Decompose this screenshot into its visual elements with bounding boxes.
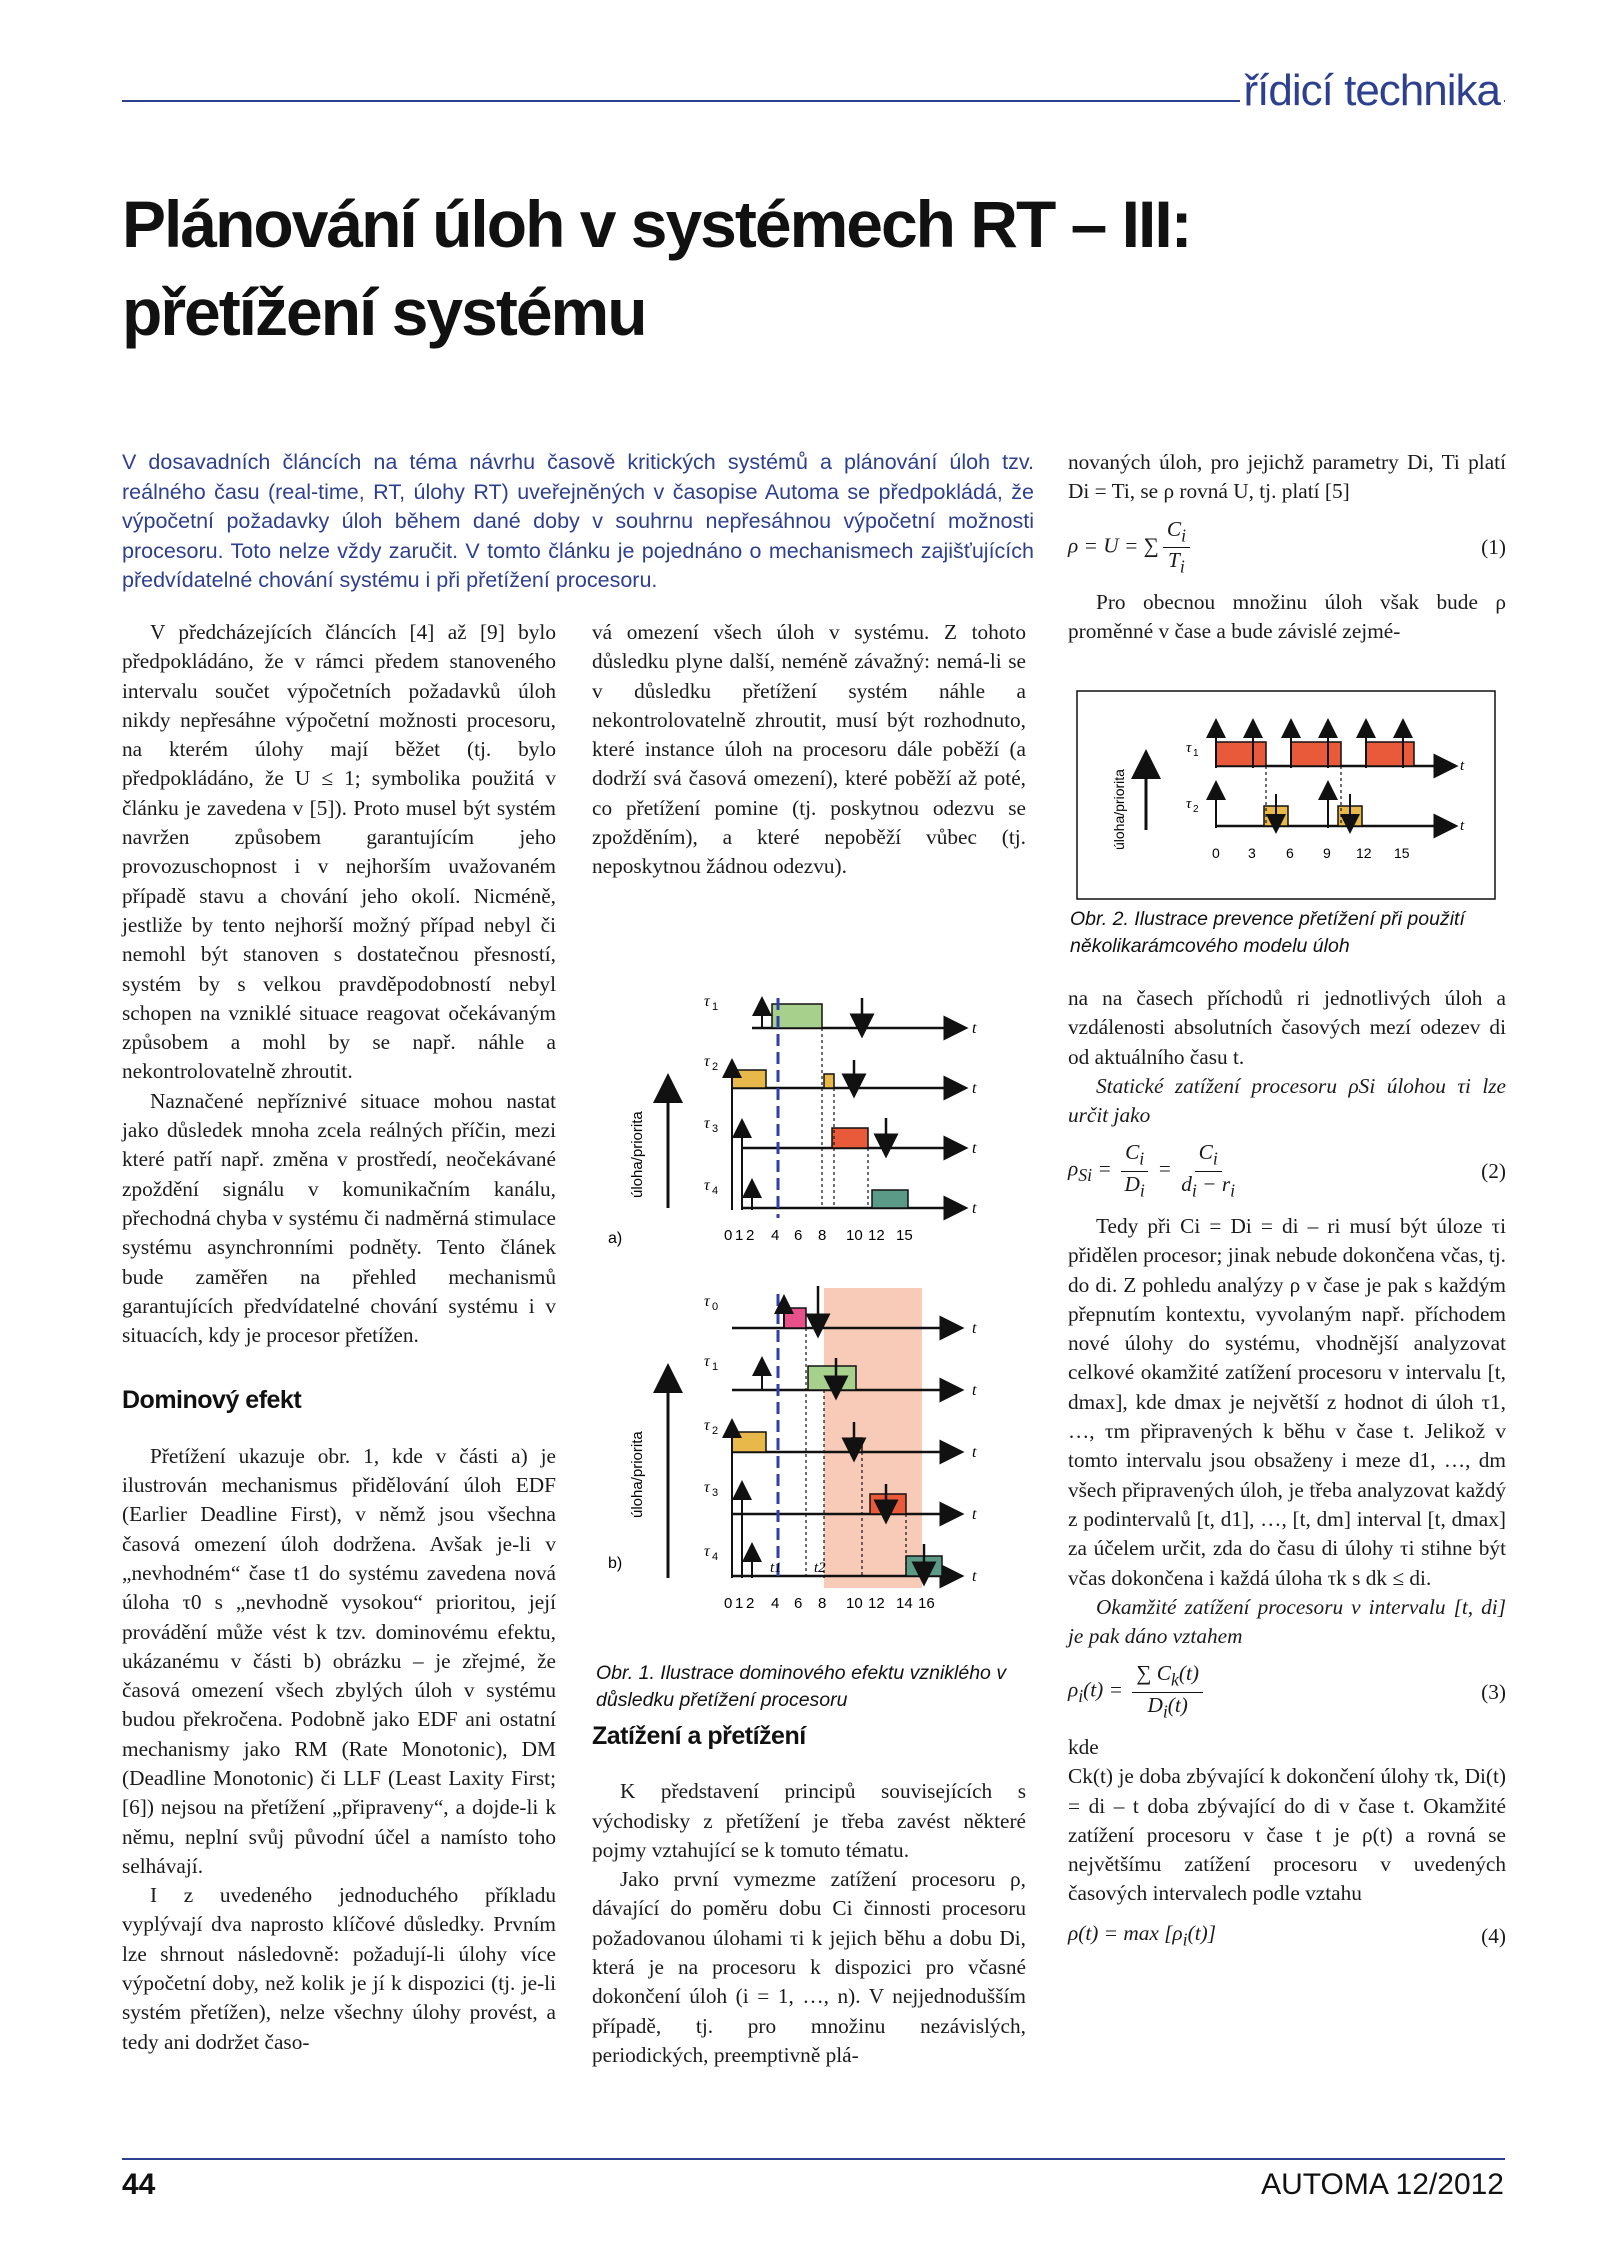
fig1-ylabel-b: úloha/priorita [629,1431,646,1518]
fig1-label-a: a) [608,1230,623,1247]
svg-text:t: t [972,1506,977,1523]
svg-text:t: t [972,1080,977,1097]
column-3-bottom [1068,984,1506,1964]
figure-2 [1076,690,1496,900]
svg-text:0: 0 [724,1595,733,1612]
svg-text:8: 8 [818,1595,827,1612]
svg-text:16: 16 [918,1595,935,1612]
svg-text:t: t [972,1444,977,1461]
svg-text:τ: τ [704,1417,710,1434]
svg-text:2: 2 [746,1595,755,1612]
svg-text:1: 1 [712,1001,719,1013]
svg-text:4: 4 [771,1227,780,1244]
svg-text:14: 14 [896,1595,913,1612]
paragraph: V předcházejících článcích [4] až [9] bylo předpokládáno, že v rámci předem stanoveného intervalu součet výpočetních požadavků úloh nikdy nepřesáhne výpočetní možnosti procesoru, na kterém úlohy mají běžet (tj. bylo předpokládáno, že U ≤ 1; symbolika použitá v článku je zavedena v [5]). Proto musel být systém navržen způsobem garantujícím jeho provozuschopnost i v nejhorším uvažovaném případě stavu a chování jeho okolí. Nicméně, jestliže by tento nejhorší možný případ nebyl či nemohl být stanoven s dostatečnou přesností, systém by s velkou pravděpodobností nebyl schopen na vzniklé situace reagovat očekávaným způsobem a mohl by se např. náhle a nekontrolovatelně zhroutit. [122,620,556,1084]
fig1a-task-tau4 [704,1177,977,1217]
fig1a-task-tau1 [704,993,977,1037]
equation-number: (3) [1481,1679,1506,1704]
fig1b-axis-ticks [724,1595,935,1612]
svg-text:t: t [972,1320,977,1337]
paragraph: Okamžité zatížení procesoru v intervalu [t, di] je pak dáno vztahem [1068,1594,1506,1649]
section-label: řídicí technika [1240,66,1504,116]
svg-text:3: 3 [712,1487,719,1499]
title-line-1: Plánování úloh v systémech RT – III: [122,187,1191,261]
svg-text:1: 1 [735,1227,744,1244]
svg-text:τ: τ [704,1115,710,1132]
fig2-ylabel: úloha/priorita [1111,769,1127,850]
svg-text:t: t [1460,818,1465,834]
equation-2: $\rho_{Si}$ = $\frac{C_i}{D_i}$ = $\frac{C_i}{d_i - r_i}$ (2) [1068,1140,1506,1200]
svg-text:0: 0 [712,1301,719,1313]
column-1 [122,618,556,2057]
paragraph: Statické zatížení procesoru ρSi úlohou τi lze určit jako [1068,1073,1506,1128]
figure-1-caption: Obr. 1. Ilustrace dominového efektu vzniklého v důsledku přetížení procesoru [596,1662,1007,1711]
svg-text:0: 0 [1212,845,1220,861]
svg-text:τ: τ [1186,796,1192,812]
svg-text:6: 6 [794,1227,803,1244]
paragraph: Ck(t) je doba zbývající k dokončení úlohy τk, Di(t) = di – t doba zbývající do di v čase t. Okamžité zatížení procesoru v čase t je ρ(t) a rovná se největšímu zatížení procesoru v uvedených časových intervalech podle vztahu [1068,1764,1506,1906]
fig2-tau1-jobs [1216,742,1414,766]
equation-4: $\rho(t) = \max [\rho_i(t)]$ (4) [1068,1919,1506,1955]
svg-text:1: 1 [735,1595,744,1612]
equation-1: ρ = U = ∑ $\frac{C_i}{T_i}$ (1) [1068,516,1506,577]
paragraph: Pro obecnou množinu úloh však bude ρ proměnné v čase a bude závislé zejmé- [1068,590,1506,644]
equation-number: (4) [1481,1923,1506,1948]
svg-text:3: 3 [1248,845,1256,861]
svg-text:1: 1 [1193,748,1199,759]
svg-text:6: 6 [794,1595,803,1612]
svg-text:2: 2 [712,1425,719,1437]
figure-2-caption: Obr. 2. Ilustrace prevence přetížení při použití několikarámcového modelu úloh [1070,908,1465,957]
article-title [122,180,1522,356]
svg-text:t: t [972,1568,977,1585]
paragraph: novaných úloh, pro jejichž parametry Di, Ti platí Di = Ti, se ρ rovná U, tj. platí [5] [1068,450,1506,504]
fig1-ylabel-a: úloha/priorita [629,1111,646,1198]
paragraph: Naznačené nepříznivé situace mohou nastat jako důsledek mnoha zcela reálných příčin, mezi které patří např. změna v prostředí, neočekávané zpoždění signálu v komunikačním kanálu, přechodná chyba v systému či nadměrná stimulace systému asynchronními podněty. Tento článek bude zaměřen na přehled mechanismů garantujících předvídatelné chování systému i v situacích, kdy je procesor přetížen. [122,1088,556,1348]
column-2-bottom [592,1722,1026,2070]
section-heading: Zatížení a přetížení [592,1722,806,1750]
paragraph: Jako první vymezme zatížení procesoru ρ, dávající do poměru dobu Ci činnosti procesoru požadovanou úlohami τi k jejich běhu a dobu Di, která je na procesoru k dispozici pro včasné dokončení úloh (i = 1, …, n). V nejjednodušším případě, tj. pro množinu nezávislých, periodických, preemptivně plá- [592,1867,1026,2067]
svg-text:0: 0 [724,1227,733,1244]
fig1-t1-label: t1 [770,1560,782,1576]
svg-text:t: t [972,1200,977,1217]
svg-text:τ: τ [704,993,710,1010]
svg-text:4: 4 [771,1595,780,1612]
paragraph: kde [1068,1734,1099,1759]
paragraph: na na časech příchodů ri jednotlivých úloh a vzdálenosti absolutních časových mezí odezev di od aktuálního času t. [1068,986,1506,1069]
svg-text:t: t [972,1140,977,1157]
svg-text:τ: τ [704,1293,710,1310]
svg-text:τ: τ [704,1479,710,1496]
paragraph: vá omezení všech úloh v systému. Z tohoto důsledku plyne další, neméně závažný: nemá-li se v důsledku přetížení systém náhle a nekontrolovatelně zhroutit, musí být rozhodnuto, které instance úloh na procesoru dále poběží (a dodrží svá časová omezení), které poběží až poté, co přetížení pomine (tj. poskytnou odezvu se zpožděním), a které nepoběží vůbec (tj. neposkytnou žádnou odezvu). [592,620,1026,879]
page-number: 44 [122,2168,156,2201]
paragraph: I z uvedeného jednoduchého příkladu vyplývají dva naprosto klíčové důsledky. Prvním lze shrnout následovně: požadují-li úlohy více výpočetní doby, než kolik je jí k dispozici (tj. je-li systém přetížen), nelze všechny úlohy provést, a tedy ani dodržet časo- [122,1883,556,2054]
title-line-2: přetížení systému [122,275,646,349]
svg-text:6: 6 [1286,845,1294,861]
svg-text:3: 3 [712,1123,719,1135]
svg-text:2: 2 [1193,804,1199,815]
fig1-t-label: t [972,1020,977,1037]
article-lead: V dosavadních článcích na téma návrhu časově kritických systémů a plánování úloh tzv. reálného času (real-time, RT, úlohy RT) uveřejněných v časopise Automa se předpokládá, že výpočetní požadavky úloh během dané doby v souhrnu nepřesáhnou výpočetní možnosti procesoru. Toto nelze vždy zaručit. V tomto článku je pojednáno o mechanismech zajišťujících předvídatelné chování systému i při přetížení procesoru. [122,450,1034,592]
fig1a-axis-ticks [724,1227,913,1244]
fig1a-task-tau2 [704,1053,977,1097]
svg-text:15: 15 [896,1227,913,1244]
fig1b-overload-area [824,1288,922,1588]
equation-3: $\rho_i(t)$ = $\frac{\sum C_k(t)}{D_i(t)}$ (3) [1068,1661,1506,1721]
svg-text:τ: τ [704,1053,710,1070]
svg-text:9: 9 [1323,845,1331,861]
svg-text:8: 8 [818,1227,827,1244]
equation-number: (2) [1481,1158,1506,1183]
svg-text:12: 12 [1356,845,1372,861]
fig1-label-b: b) [608,1555,623,1572]
svg-text:τ: τ [704,1353,710,1370]
svg-text:4: 4 [712,1185,719,1197]
fig1-t2-label: t2 [814,1560,826,1576]
column-3-top [1068,448,1506,647]
figure-1 [596,978,1016,1628]
svg-text:10: 10 [846,1227,863,1244]
svg-text:τ: τ [704,1543,710,1560]
fig2-t-label: t [1460,758,1465,774]
svg-text:2: 2 [746,1227,755,1244]
paragraph: Tedy při Ci = Di = di – ri musí být úloze τi přidělen procesor; jinak nebude dokončena včas, tj. do di. Z pohledu analýzy ρ v čase je pak s každým přepnutím kontextu, vyvolaným např. příchodem nové úlohy do systému, vhodnější analyzovat celkové okamžité zatížení procesoru v intervalu [t, dmax], kde dmax je největší z hodnot di úloh τ1, …, τm připravených k běhu v čase t. Jelikož v tomto intervalu jsou obsaženy i meze d1, …, dm všech připravených úloh, je třeba analyzovat každý z podintervalů [t, d1], …, [t, dm] interval [t, dmax] za účelem určit, zda do času di úlohy τi stihne být včas dokončena i každá úloha τk s dk ≤ di. [1068,1213,1506,1590]
section-heading: Dominový efekt [122,1386,302,1415]
fig1a-task-tau3 [704,1115,977,1157]
equation-number: (1) [1481,534,1506,559]
svg-text:τ: τ [704,1177,710,1194]
footer-rule [122,2158,1505,2160]
svg-text:4: 4 [712,1551,719,1563]
svg-text:10: 10 [846,1595,863,1612]
svg-text:15: 15 [1394,845,1410,861]
journal-issue: AUTOMA 12/2012 [1261,2168,1504,2201]
svg-text:τ: τ [1186,740,1192,756]
column-2-top [592,618,1026,882]
svg-text:2: 2 [712,1061,719,1073]
svg-text:12: 12 [868,1595,885,1612]
svg-text:12: 12 [868,1227,885,1244]
svg-text:t: t [972,1382,977,1399]
paragraph: K představení principů souvisejících s východisky z přetížení je třeba zavést některé pojmy vztahující se k tomuto tématu. [592,1779,1026,1862]
svg-text:1: 1 [712,1361,719,1373]
paragraph: Přetížení ukazuje obr. 1, kde v části a) je ilustrován mechanismus přidělování úloh EDF (Earlier Deadline First), v němž jsou všechna časová omezení úloh dodržena. Avšak je-li v „nevhodném“ čase t1 do systému zavedena nová úloha τ0 s „nevhodně vysokou“ prioritou, její provádění může vést k tzv. dominovému efektu, ukázanému v části b) obrázku – je zřejmé, že časová omezení všech zbylých úloh v systému budou překročena. Podobně jako EDF ani ostatní mechanismy jako RM (Rate Monotonic), DM (Deadline Monotonic) či LLF (Least Laxity First; [6]) nejsou na přetížení „připraveny“, a dojde-li k němu, neplní svůj původní účel a namísto toho selhávají. [122,1443,556,1878]
